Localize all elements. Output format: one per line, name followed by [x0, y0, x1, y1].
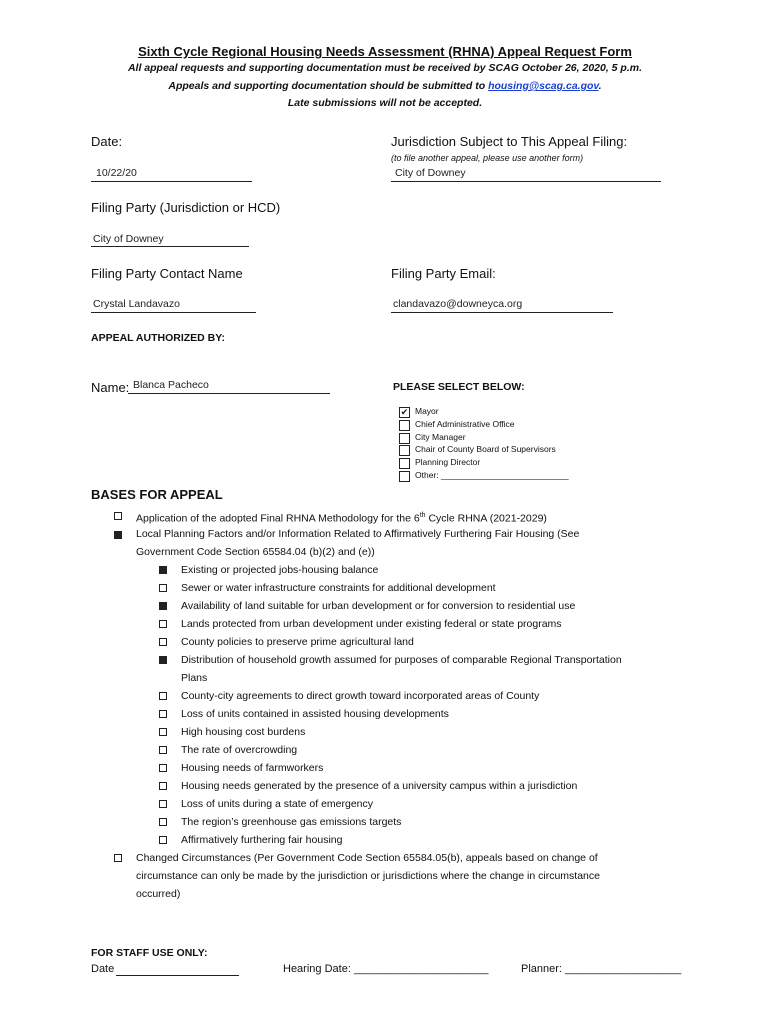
factor-checkbox[interactable]: [159, 800, 167, 808]
bases-heading: BASES FOR APPEAL: [91, 487, 223, 502]
staff-hearing-date[interactable]: Hearing Date: ______________________: [283, 963, 489, 975]
basis-methodology-text-end: Cycle RHNA (2021-2029): [425, 512, 547, 525]
changed-circumstances-line2: circumstance can only be made by the jurisdiction or jurisdictions where the change in circumstance: [136, 870, 600, 882]
basis-methodology-text: Application of the adopted Final RHNA Methodology for the 6: [136, 512, 420, 525]
jurisdiction-value: City of Downey: [395, 167, 466, 179]
factor-label: Distribution of household growth assumed for purposes of comparable Regional Transportation: [181, 654, 622, 666]
factor-item: [114, 795, 734, 813]
authority-checkbox[interactable]: [399, 420, 410, 431]
factor-item: [114, 759, 734, 777]
factor-item: [114, 597, 734, 615]
factor-item: [114, 813, 734, 831]
factor-checkbox[interactable]: [159, 566, 167, 574]
contact-name-field[interactable]: [91, 312, 256, 313]
factor-checkbox[interactable]: [159, 782, 167, 790]
authority-option-label: Planning Director: [415, 457, 481, 468]
factor-item: [114, 741, 734, 759]
factor-checkbox[interactable]: [159, 746, 167, 754]
staff-planner[interactable]: Planner: ___________________: [521, 963, 682, 975]
email-field[interactable]: [391, 312, 613, 313]
factor-label: The rate of overcrowding: [181, 744, 298, 756]
staff-use-heading: FOR STAFF USE ONLY:: [91, 947, 208, 959]
basis-item-changed-circumstances: [114, 849, 734, 903]
factor-label: High housing cost burdens: [181, 726, 306, 738]
date-field[interactable]: [91, 181, 252, 182]
email-label: Filing Party Email:: [391, 266, 496, 281]
appeal-authorized-heading: APPEAL AUTHORIZED BY:: [91, 332, 225, 344]
email-value: clandavazo@downeyca.org: [393, 298, 523, 310]
form-title: Sixth Cycle Regional Housing Needs Assessment (RHNA) Appeal Request Form: [138, 44, 632, 59]
filing-party-field[interactable]: [91, 246, 249, 247]
factor-checkbox[interactable]: [159, 818, 167, 826]
factor-label: Affirmatively furthering fair housing: [181, 834, 343, 846]
contact-name-value: Crystal Landavazo: [93, 298, 180, 310]
authority-checkbox[interactable]: [399, 458, 410, 469]
changed-circumstances-line3: occurred): [136, 888, 181, 900]
factor-item: [114, 579, 734, 597]
factor-checkbox[interactable]: [159, 692, 167, 700]
factor-label: The region’s greenhouse gas emissions targets: [181, 816, 402, 828]
date-label: Date:: [91, 134, 123, 149]
factor-label: Housing needs of farmworkers: [181, 762, 324, 774]
bases-list: [114, 507, 734, 903]
authority-option-label: Mayor: [415, 406, 439, 416]
changed-circumstances-line1: Changed Circumstances (Per Government Code Section 65584.05(b), appeals based on change of: [136, 852, 598, 864]
jurisdiction-label: Jurisdiction Subject to This Appeal Filing:: [391, 134, 628, 149]
factor-label: Availability of land suitable for urban development or for conversion to residential use: [181, 600, 576, 612]
basis-local-factors-line2: Government Code Section 65584.04 (b)(2) and (e)): [136, 546, 375, 558]
submission-note: [0, 80, 770, 92]
housing-email-link[interactable]: housing@scag.ca.gov: [488, 80, 599, 92]
factor-checkbox[interactable]: [159, 656, 167, 664]
jurisdiction-field[interactable]: [391, 181, 661, 182]
factor-item: [114, 777, 734, 795]
factor-item: [114, 723, 734, 741]
deadline-note: All appeal requests and supporting documentation must be received by SCAG October 26, 2020, 5 p.m.: [127, 62, 643, 74]
submission-note-text: Appeals and supporting documentation should be submitted to: [168, 80, 489, 92]
factor-item: [114, 705, 734, 723]
factor-item: [114, 633, 734, 651]
filing-party-label: Filing Party (Jurisdiction or HCD): [91, 200, 281, 215]
factor-checkbox[interactable]: [159, 638, 167, 646]
authority-option-label: City Manager: [415, 431, 466, 442]
factor-label: Sewer or water infrastructure constraints for additional development: [181, 582, 496, 594]
authority-option-label: Other: ___________________________: [415, 469, 569, 480]
factor-label: Lands protected from urban development under existing federal or state programs: [181, 618, 562, 630]
jurisdiction-note: (to file another appeal, please use another form): [391, 153, 584, 163]
factor-item: [114, 615, 734, 633]
date-value: 10/22/20: [96, 167, 137, 179]
name-value: Blanca Pacheco: [133, 379, 209, 391]
factor-checkbox[interactable]: [159, 710, 167, 718]
checkbox-changed-circumstances[interactable]: [114, 854, 122, 862]
factor-item: [114, 687, 734, 705]
basis-item-methodology: [114, 507, 734, 525]
checkbox-methodology[interactable]: [114, 512, 122, 520]
name-label: Name:: [91, 380, 130, 395]
basis-methodology-sup: th: [419, 512, 426, 519]
basis-local-factors-line1: Local Planning Factors and/or Information Related to Affirmatively Furthering Fair Housing (See: [136, 528, 580, 540]
factor-label: Loss of units contained in assisted housing developments: [181, 708, 449, 720]
factor-checkbox[interactable]: [159, 584, 167, 592]
factor-item: [114, 651, 734, 687]
authority-option-label: Chair of County Board of Supervisors: [415, 444, 556, 455]
authority-checkbox[interactable]: [399, 445, 410, 456]
factor-checkbox[interactable]: [159, 620, 167, 628]
factor-label: Existing or projected jobs-housing balance: [181, 564, 379, 576]
authority-checkbox[interactable]: [399, 471, 410, 482]
factor-label: County-city agreements to direct growth toward incorporated areas of County: [181, 690, 540, 702]
local-factors-list: [114, 561, 734, 849]
factor-item: [114, 561, 734, 579]
factor-label: Loss of units during a state of emergency: [181, 798, 374, 810]
late-note: Late submissions will not be accepted.: [287, 97, 483, 109]
factor-checkbox[interactable]: [159, 836, 167, 844]
staff-date-label: Date: [91, 963, 115, 975]
authority-option-label: Chief Administrative Office: [415, 418, 515, 429]
factor-label-continued: Plans: [181, 672, 208, 684]
filing-party-value: City of Downey: [93, 233, 164, 245]
basis-item-local-factors: [114, 525, 734, 561]
factor-label: Housing needs generated by the presence of a university campus within a jurisdiction: [181, 780, 578, 792]
factor-label: County policies to preserve prime agricultural land: [181, 636, 414, 648]
factor-checkbox[interactable]: [159, 602, 167, 610]
checkbox-local-factors[interactable]: [114, 531, 122, 539]
submission-note-end: .: [598, 80, 602, 92]
staff-date-field[interactable]: [116, 975, 239, 976]
factor-item: [114, 831, 734, 849]
authority-checkbox[interactable]: ✔: [400, 407, 409, 417]
contact-name-label: Filing Party Contact Name: [91, 266, 243, 281]
authority-checkbox[interactable]: [399, 433, 410, 444]
select-below-heading: PLEASE SELECT BELOW:: [393, 381, 525, 393]
factor-checkbox[interactable]: [159, 764, 167, 772]
factor-checkbox[interactable]: [159, 728, 167, 736]
name-field[interactable]: [128, 393, 330, 394]
